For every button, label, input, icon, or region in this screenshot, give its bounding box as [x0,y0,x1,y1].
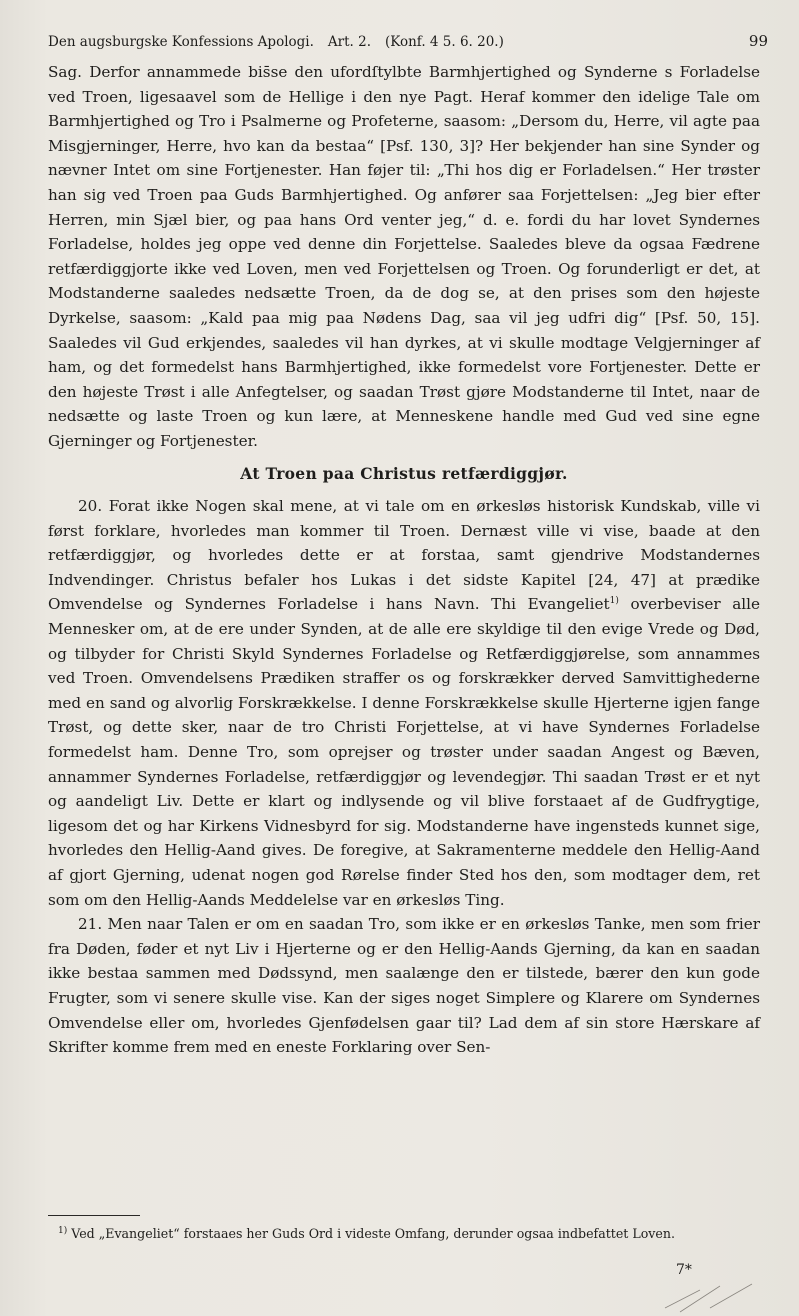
paragraph-1: Sag. Derfor annammede bis̄se den ufordſtylbte Barmhjertighed og Synderne s Forladelse ved Troen, ligesaavel som de Hellige i den nye Pagt. Heraf kommer den idelige Tale om Barmhjertighed og Tro i Psalmerne og Profeterne, saasom: „Dersom du, Herre, vil agte paa Misgjerninger, Herre, hvo kan da bestaa“ [Psf. 130, 3]? Her bekjender han sine Synder og nævner Intet om sine Fortjenester. Han føjer til: „Thi hos dig er Forladelsen.“ Her trøster han sig ved Troen paa Guds Barmhjertighed. Og anfører saa Forjettelsen: „Jeg bier efter Herren, min Sjæl bier, og paa hans Ord venter jeg,“ d. e. fordi du har lovet Syndernes Forladelse, holdes jeg oppe ved denne din Forjettelse. Saaledes bleve da ogsaa Fædrene retfærdiggjorte ikke ved Loven, men ved Forjettelsen og Troen. Og forunderligt er det, at Modstanderne saaledes nedsætte Troen, da de dog se, at den prises som den højeste Dyrkelse, saasom: „Kald paa mig paa Nødens Dag, saa vil jeg udfri dig“ [Psf. 50, 15]. Saaledes vil Gud erkjendes, saaledes vil han dyrkes, at vi skulle modtage Velgjerninger af ham, og det formedelst hans Barmhjertighed, ikke formedelst vore Fortjenester. Dette er den højeste Trøst i alle Anfegtelser, og saadan Trøst gjøre Modstanderne til Intet, naar de nedsætte og laste Troen og kun lære, at Menneskene handle med Gud ved sine egne Gjerninger og Fortjenester. [48,63,760,450]
footnote-text: Ved „Evangeliet“ forstaaes her Guds Ord i videste Omfang, derunder ogsaa indbefattet Loven. [71,1226,675,1242]
paragraph-20 [48,494,760,912]
paragraph-20-part-a: 20. Forat ikke Nogen skal mene, at vi tale om en ørkesløs historisk Kundskab, ville vi først forklare, hvorledes man kommer til Troen. Dernæst ville vi vise, baade at den retfærdiggjør, og hvorledes dette er at forstaa, samt gjendrive Modstandernes Indvendinger. Christus befaler hos Lukas i det sidste Kapitel [24, 47] at prædike Omvendelse og Syndernes Forladelse i hans Navn. Thi Evangeliet [48,497,760,614]
paragraph-21: 21. Men naar Talen er om en saadan Tro, som ikke er en ørkesløs Tanke, men som frier fra Døden, føder et nyt Liv i Hjerterne og er den Hellig-Aands Gjerning, da kan en saadan ikke bestaa sammen med Dødssynd, men saalænge den er tilstede, bærer den kun gode Frugter, som vi senere skulle vise. Kan der siges noget Simplere og Klarere om Syndernes Omvendelse eller om, hvorledes Gjenfødelsen gaar til? Lad dem af sin store Hærskare af Skrifter komme frem med en eneste Forklaring over Sen- [48,915,760,1057]
section-heading: At Troen paa Christus retfærdiggjør. [240,463,568,483]
main-text [48,60,760,1060]
running-header [48,32,768,50]
header-title: Den augsburgske Konfessions Apologi. [48,34,314,50]
footnote [58,1222,748,1243]
footnote-reference: 1) [609,596,619,607]
header-konf: (Konf. 4 5. 6. 20.) [385,34,504,50]
footnote-marker: 1) [58,1226,68,1236]
paragraph-20-part-b: overbeviser alle Mennesker om, at de ere under Synden, at de alle ere skyldige til den evige Vrede og Død, og tilbyder for Christi Skyld Syndernes Forladelse og Retfærdiggjørelse, som annammes ved Troen. Omvendelsens Prædiken straffer os og forskrækker derved Samvittighederne med en sand og alvorlig Forskrækkelse. I denne Forskrækkelse skulle Hjerterne igjen fange Trøst, og dette sker, naar de tro Christi Forjettelse, at vi have Syndernes Forladelse formedelst ham. Denne Tro, som oprejser og trøster under saadan Angest og Bæven, annammer Syndernes Forladelse, retfærdiggjør og levendegjør. Thi saadan Trøst er et nyt og aandeligt Liv. Dette er klart og indlysende og vil blive forstaaet af de Gudfrygtige, ligesom det og har Kirkens Vidnesbyrd for sig. Modstanderne have ingensteds kunnet sige, hvorledes den Hellig-Aand gives. De foregive, at Sakramenterne meddele den Hellig-Aand af gjort Gjerning, udenat nogen god Rørelse finder Sted hos den, som modtager dem, ret som om den Hellig-Aands Meddelelse var en ørkesløs Ting. [48,595,760,909]
pencil-mark-icon [660,1278,780,1316]
footnote-separator [48,1215,140,1216]
header-article: Art. 2. [327,34,371,50]
signature-mark: 7* [676,1262,692,1278]
page-number: 99 [748,32,768,50]
